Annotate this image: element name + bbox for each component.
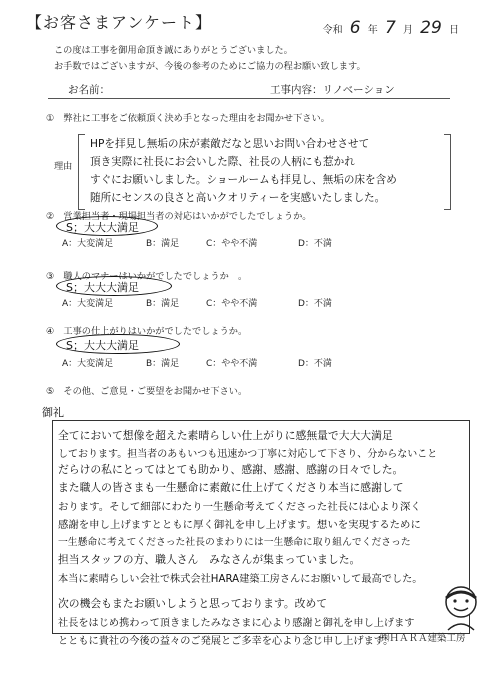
q4-option-c: C：やや不満	[206, 359, 258, 369]
q3-question: ③ 職人のマナーはいかがでしたでしょうか 。	[46, 271, 248, 282]
q2-option-b: B：満足	[146, 239, 180, 249]
q2-option-c: C：やや不満	[206, 239, 258, 249]
q4-option-b: B：満足	[146, 359, 180, 369]
q2-option-a: A：大変満足	[62, 239, 114, 249]
work-label: 工事内容：リノベーション	[270, 84, 395, 96]
q5-question: ⑤ その他、ご意見・ご要望をお聞かせ下さい。	[46, 386, 248, 397]
reason-bracket-right	[444, 134, 451, 210]
q3-option-b: B：満足	[146, 299, 180, 309]
date-month: 7	[384, 18, 396, 38]
q2-question: ② 営業担当者・現場担当者の対応はいかがでしたでしょうか。	[46, 211, 312, 222]
comment-line-7: 一生懸命に考えてくださった社長のまわりには一生懸命に取り組んでくださった	[58, 537, 411, 548]
comment-line-3: だらけの私にとってはとても助かり、感謝、感謝、感謝の日々でした。	[58, 463, 404, 476]
q1-answer-line-1: HPを拝見し無垢の床が素敵だなと思いお問い合わせさせて	[90, 138, 370, 150]
q4-option-a: A：大変満足	[62, 359, 114, 369]
intro-line-2: お手数ではございますが、今後の参考のためにご協力の程お願い致します。	[54, 61, 366, 72]
reason-bracket-left	[78, 134, 85, 210]
q4-option-d: D：不満	[298, 359, 332, 369]
date: 令和 6 年 7 月 29 日	[322, 18, 459, 38]
comment-line-2: しております。担当者のあもいつも迅速かつ丁寧に対応して下さり、分からないこと	[58, 449, 438, 460]
comment-line-8: 担当スタッフの方、職人さん みなさんが集まっていました。	[58, 553, 361, 566]
q4-answer: S；大大大満足	[66, 339, 139, 352]
q3-option-a: A：大変満足	[62, 299, 114, 309]
date-year: 6	[349, 18, 361, 38]
comment-line-5: おります。そして細部にわたり一生懸命考えてくださった社長には心より深く	[58, 501, 421, 513]
intro-line-1: この度は工事を御用命頂き誠にありがとうございました。	[54, 45, 293, 56]
q2-option-d: D：不満	[298, 239, 332, 249]
comment-line-4: また職人の皆さまも一生懸命に素敵に仕上げてくださり本当に感謝して	[58, 481, 404, 494]
q3-option-d: D：不満	[298, 299, 332, 309]
comment-line-10: 次の機会もまたお願いしようと思っております。改めて	[58, 597, 328, 610]
company-name: ㈱ＨＡＲＡ建築工房	[380, 633, 466, 644]
q1-answer-line-4: 随所にセンスの良さと高いクオリティーを実感いたしました。	[90, 192, 386, 204]
name-underline	[48, 98, 450, 99]
q1-question: ① 弊社に工事をご依頼頂く決め手となった理由をお聞かせ下さい。	[46, 113, 330, 124]
q3-answer: S；大大大満足	[66, 281, 139, 294]
date-day: 29	[420, 18, 442, 38]
comment-line-6: 感謝を申し上げますとともに厚く御礼を申し上げます。想いを実現するために	[58, 519, 421, 531]
q4-question: ④ 工事の仕上がりはいかがでしたでしょうか。	[46, 326, 248, 337]
comment-line-12: とともに貴社の今後の益々のご発展とご多幸を心より念じ申し上げます。	[58, 636, 394, 647]
date-era: 令和	[322, 25, 343, 36]
q1-answer-line-3: すぐにお願いしました。ショールームも拝見し、無垢の床を含め	[90, 174, 397, 186]
comment-line-1: 全てにおいて想像を超えた素晴らしい仕上がりに感無量で大大大満足	[58, 429, 393, 442]
q3-option-c: C：やや不満	[206, 299, 258, 309]
mascot-stamp	[438, 578, 484, 632]
comment-heading: 御礼	[42, 406, 64, 419]
comment-line-9: 本当に素晴らしい会社で株式会社HARA建築工房さんにお願いして最高でした。	[58, 574, 423, 585]
comment-line-11: 社長をはじめ携わって頂きましたみなさまに心より感謝と御礼を申し上げます	[58, 618, 415, 629]
name-label: お名前：	[68, 84, 110, 96]
q1-answer-line-2: 頂き実際に社長にお会いした際、社長の人柄にも惹かれ	[90, 156, 355, 168]
reason-label: 理由	[54, 161, 73, 172]
survey-title: 【お客さまアンケート】	[26, 13, 213, 32]
q2-answer: S；大大大満足	[66, 221, 139, 234]
